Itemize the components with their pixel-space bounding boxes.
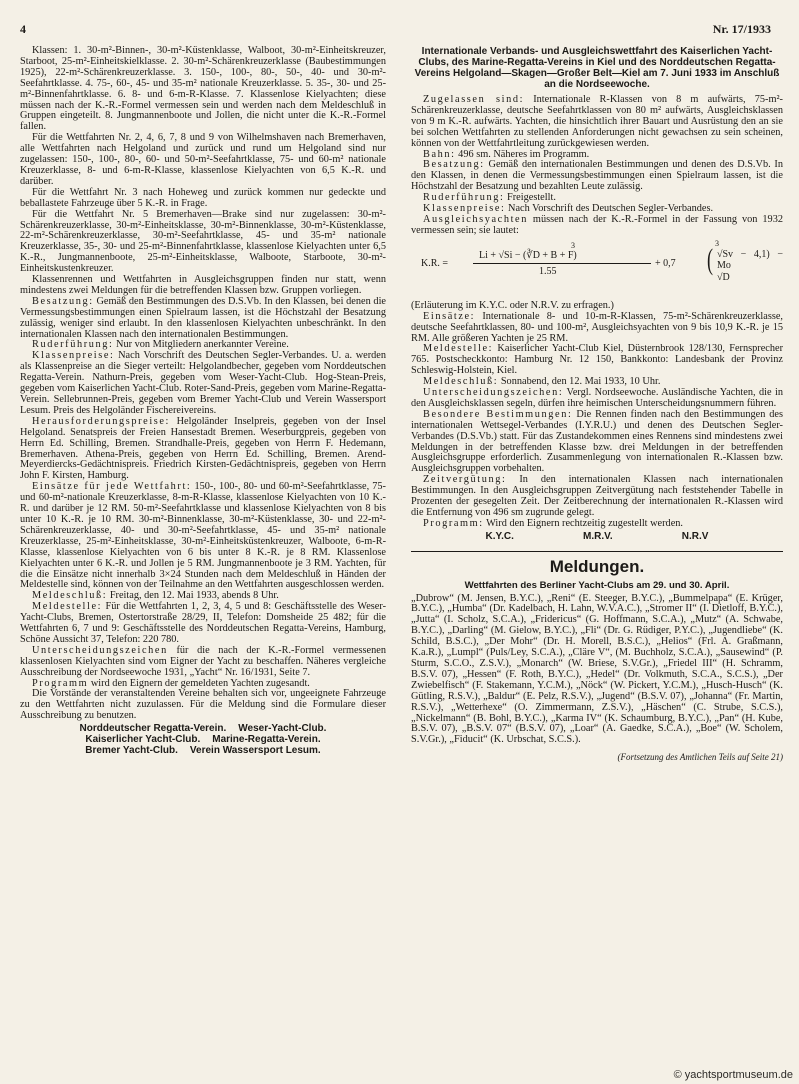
page-number: 4 (20, 22, 26, 36)
paragraph: Klassenpreise: Nach Vorschrift des Deutschen Segler-Verbandes. (423, 203, 714, 215)
paragraph: Klassenpreise: Nach Vorschrift des Deutschen Segler-Verbandes. U. a. werden als Klassenpreise an die Sieger verteilt: Helgolandbecher, gegeben vom Norddeutschen Regatta-Verein. Nathurn-Preis, gegeben vom Weser-Yacht-Club. Hog-Stean-Preis, gegeben vom Kaiserlichen Yacht-Club. Roter-Sand-Preis, gegeben vom Marine-Regatta-Verein. Sellebrunnen-Preis, gegeben vom Bremer Yacht-Club und Verein Wassersport Lesum. Preis des Helgoländer Fischereivereins. (20, 350, 386, 416)
paragraph: (Erläuterung im K.Y.C. oder N.R.V. zu erfragen.) (411, 299, 614, 311)
meldungen-title: Meldungen. (549, 556, 645, 576)
paragraph: Ruderführung: Nur von Mitgliedern anerkannter Vereine. (32, 339, 289, 351)
brace-glyph: ( (707, 242, 713, 276)
paragraph: Ausgleichsyachten müssen nach der K.-R.-Formel in der Fassung von 1932 vermessen sein; sie lautet: (411, 213, 783, 236)
section-title: Internationale Verbands- und Ausgleichswettfahrt des Kaiserlichen Yacht-Clubs, des Marine-Regatta-Vereins in Kiel und des Norddeutschen Regatta-Vereins Helgoland—Skagen—Großer Belt—Kiel am 7. Juni 1933 im Anschluß an die Nordseewoche. (414, 46, 780, 90)
paragraph: Besatzung: Gemäß den Bestimmungen des D.S.Vb. In den Klassen, bei denen die Vermessungsbestimmungen einen Spielraum lassen, ist die Höchstzahl der Besatzung zulässig, weniger sind erlaubt. In den klassenlosen Kielyachten unbeschränkt. In den internationalen Klassen nach den internationalen Bestimmungen. (20, 295, 386, 340)
fraction-bar (473, 263, 651, 264)
paragraph: Klassenrennen und Wettfahrten in Ausgleichsgruppen finden nur statt, wenn mindestens zwei Meldungen für die betreffenden Klassen bzw. Gruppen vorliegen. (20, 274, 386, 296)
right-column (411, 46, 783, 763)
watermark: © yachtsportmuseum.de (673, 1069, 793, 1081)
paragraph: Für die Wettfahrt Nr. 3 nach Hoheweg und zurück kommen nur gedeckte und beballastete Fahrzeuge über 5 K.-R. in Frage. (20, 186, 386, 209)
paragraph: Meldeschluß: Freitag, den 12. Mai 1933, abends 8 Uhr. (32, 590, 279, 602)
paragraph: Besatzung: Gemäß den internationalen Bestimmungen und denen des D.S.Vb. In den Klassen, in denen die Vermessungsbestimmungen einen Spielraum lassen, ist die Höchstzahl der Besatzung und bezahlten Leute zulässig. (411, 159, 783, 193)
paragraph: Für die Wettfahrt Nr. 5 Bremerhaven—Brake sind nur zugelassen: 30-m²-Schärenkreuzerklasse, 30-m²-Einheitsklasse, 30-m²-Binnenklasse, 30-m²-Küstenklasse, 22-m²-Schärenkreuzerklasse, 30-m²-Seefahrtklasse, 45- und 35-m² nationale Kreuzerklasse, 35-, 30- und 25-m²-Binnenfahrtklasse, klassenlose Kielyachten unter 6,5 K.-R., Jungmannenboote, 25-m²-Einheitsklasse, Walboote, Starboote, 30-m²-Einheitskustenkreuzer. (20, 208, 386, 275)
paragraph: Für die Wettfahrten Nr. 2, 4, 6, 7, 8 und 9 von Wilhelmshaven nach Bremerhaven, alle Wettfahrten nach Helgoland und zurück und rund um Helgoland sind nur zugelassen: 150-, 100-, 80-, 60- und 50-m²-Seefahrtklasse, 75- und 60-m² nationale Kreuzerklasse, 8- und 6-m-R-Klasse, klassenlose Kielyachten von 6,5 K.-R. und darüber. (20, 132, 386, 187)
paragraph: Unterscheidungszeichen für die nach der K.-R.-Formel vermessenen klassenlosen Kielyachten sind vom Eigner der Yacht zu beschaffen. Näheres vergleiche Ausschreibung der Nordseewoche 1931, „Yacht“ Nr. 16/1931, Seite 7. (20, 644, 386, 678)
paragraph: Meldeschluß: Sonnabend, den 12. Mai 1933, 10 Uhr. (423, 376, 661, 388)
paragraph: Bahn: 496 sm. Näheres im Programm. (423, 148, 590, 160)
paragraph: Einsätze für jede Wettfahrt: 150-, 100-, 80- und 60-m²-Seefahrtklasse, 75- und 60-m²-nationale Kreuzerklasse, 8-m-R-Klasse, klassenlose Kielyachten von 10 K.-R. und darüber je 12 RM. 50-m²-Seefahrtklasse und klassenlose Kielyachten von 8 bis unter 10 K.-R. je 10 RM. 30-m²-Binnenklasse, 30-m²-Küstenklasse, 30- und 22-m²-Schärenkreuzerklasse, 40- und 30-m²-Seefahrtklasse, 45- und 35-m² nationale Kreuzerklasse, 25-m²-Einheitsklasse, 30-m²-Einheitsküstenkreuzer, Walboote, 6-m-R-Klasse, klassenlose Kielyachten von 6 bis unter 8 K.-R. je 8 RM. Klassenlose Kielyachten unter 6 K.-R. und Jollen je 5 RM. Jungmannenboote je 3 RM. Yachten, für die die Einsätze nicht innerhalb 3×24 Stunden nach dem Meldeschluß in Händen der Meldestelle sind, können von der Teilnahme an den Wettfahrten ausgeschlossen werden. (20, 481, 386, 591)
organizer-signatures: Norddeutscher Regatta-Verein. Weser-Yacht-Club. Kaiserlicher Yacht-Club. Marine-Regatta-Verein. Bremer Yacht-Club. Verein Wassersport Lesum. (79, 723, 327, 757)
paragraph: Ruderführung: Freigestellt. (423, 192, 556, 204)
paragraph: Zugelassen sind: Internationale R-Klassen von 8 m aufwärts, 75-m²-Schärenkreuzerklasse, deutsche Seefahrtklassen von 80 m² aufwärts, Ausgleichsklassen von 9 m K.-R. aufwärts. Yachten, die hinsichtlich ihrer Bauart und Ausrüstung den an sie bei solchen Wettfahrten zu stellenden Anforderungen nicht gewachsen zu sein scheinen, können von der Wettfahrtleitung zurückgewiesen werden. (411, 94, 783, 149)
divider (411, 551, 783, 552)
meldungen-subtitle: Wettfahrten des Berliner Yacht-Clubs am 29. und 30. April. (464, 579, 730, 591)
paragraph: „Dubrow“ (M. Jensen, B.Y.C.), „Reni“ (E. Steeger, B.Y.C.), „Bummelpapa“ (E. Krüger, B.Y.C.), „Humba“ (Dr. Kadelbach, H. Lahn, W.V.A.C.), „Stromer II“ (I. Dietloff, B.Y.C.), „Jutta“ (I. Scholz, S.C.A.), „Fridericus“ (G. Hoffmann, S.C.A.), „Mutz“ (A. Schwabe, B.Y.C.), „Darling“ (M. Gielow, B.Y.C.), „Fli“ (Dr. G. Rüdiger, P.Y.C.), „Jugendliebe“ (K. Schild, B.S.C.), „Der Mohr“ (Dr. H. Morell, B.S.C.), „Helios“ (Frl. A. Graßmann, K.a.R.), „Lumpl“ (Puls/Ley, S.C.A.), „Cläre V“, (M. Buchholz, S.C.A.), „Sausewind“ (P. Sturm, S.C.O., Z.S.V.), „Monarch“ (W. Briese, S.V.Gr.), „Friedel III“ (H. Schramm, B.S.V. 07), „Hessen“ (F. Roth, B.Y.C.), „Hedel“ (Dr. Volkmuth, S.C.A., S.C.S.), „Der Zwiebelfisch“ (F. Stakemann, Y.C.M.), „Nöck“ (W. Pickert, Y.C.M.), „Husch-Husch“ (K. Gütling, R.S.V.), „Baldur“ (E. Pelz, R.S.V.), „Jugend“ (B.S.V. 07), „Johanna“ (Fr. Martin, R.S.V.), „Wetterhexe“ (O. Zimmermann, Z.S.V.), „Häschen“ (C. Strube, S.C.S.), „Nickelmann“ (B. Bohl, B.Y.C.), „Karma IV“ (K. Schaumburg, B.Y.C.), „Pan“ (H. Kube, B.S.V. 07), „B.S.V. 07“ (B.S.V. 07), „Loar“ (A. Gaedke, S.C.A.), „Boe“ (W. Scholem, S.V.Gr.), „Fiducit“ (K. Urbschat, S.C.S.). (411, 592, 783, 746)
paragraph: Meldestelle: Kaiserlicher Yacht-Club Kiel, Düsternbrook 128/130, Fernsprecher 765. Postscheckkonto: Hamburg Nr. 12 150, Bankkonto: Landesbank der Provinz Schleswig-Holstein, Kiel. (411, 343, 783, 377)
kr-formula: K.R. = 3 Li + √Si − (∛D + B + F) 1.55 + 0,7 ( 3 √Sv − 4,1) − Mo √D (421, 238, 783, 283)
left-column (20, 46, 386, 756)
paragraph: Klassen: 1. 30-m²-Binnen-, 30-m²-Küstenklasse, Walboot, 30-m²-Einheitskreuzer, Starboot, 25-m²-Einheitskielklasse. 2. 30-m²-Schärenkreuzerklasse (Baubestimmungen 1925), 22-m²-Schärenkreuzerklasse. 3. 150-, 100-, 80-, 50-, 40- und 30-m²-Seefahrtklasse. 4. 75-, 60-, 45- und 35-m² nationale Kreuzerklasse. 5. 35-, 30- und 25-m²-Binnenfahrtklasse. 6. 8- und 6-m-R-Klasse. 7. Klassenlose Kielyachten; diese müssen nach der K.-R.-Formel vermessen sein und werden nach dem Meldeschluß in Gruppen eingeteilt. 8. Jungmannenboote und Jollen, die nicht unter die K.-R.-Formel fallen. (20, 45, 386, 133)
paragraph: Besondere Bestimmungen: Die Rennen finden nach den Bestimmungen des internationalen Wettsegel-Verbandes (I.Y.R.U.) und denen des Deutschen Segler-Verbandes (D.S.Vb.) statt. Für das Zustandekommen eines Rennens sind mindestens zwei Meldungen in der betreffenden Klasse bzw. drei Meldungen in der betreffenden Ausgleichsgruppe erforderlich. Zusammenlegung von internationalen R.-Klassen bzw. Ausgleichsgruppen vorbehalten. (411, 408, 784, 475)
continuation-note: (Fortsetzung des Amtlichen Teils auf Seite 21) (617, 752, 783, 763)
issue-number: Nr. 17/1933 (712, 22, 771, 36)
paragraph: Unterscheidungszeichen: Vergl. Nordseewoche. Ausländische Yachten, die in den Ausgleichsklassen segeln, dürfen ihre heimischen Unterscheidungsnummern führen. (411, 387, 783, 409)
paragraph: Zeitvergütung: In den internationalen Klassen nach internationalen Bestimmungen. In den Ausgleichsgruppen Zeitvergütung nach feststehender Tabelle in Prozenten der gesegelten Zeit. Der Zeitberechnung der internationalen R.-Klassen wird die Entfernung von 496 sm zugrunde gelegt. (411, 474, 783, 518)
paragraph: Die Vorstände der veranstaltenden Vereine behalten sich vor, ungeeignete Fahrzeuge zu den Wettfahrten nicht zuzulassen. Für die Meldung sind die Formulare dieser Ausschreibung zu benutzen. (20, 688, 386, 722)
club-signatures: K.Y.C. M.R.V. N.R.V (485, 530, 709, 542)
page-header (20, 22, 779, 38)
paragraph: Herausforderungspreise: Helgoländer Inselpreis, gegeben von der Insel Helgoland. Senatspreis der Freien Hansestadt Bremen. Weserburgpreis, gegeben von Herrn Ed. Schilling, Bremen. Strandhalle-Preis, gegeben von Herrn F. Hedemann, Bremerhaven. Athena-Preis, gegeben von Herrn Ed. Schilling, Bremen. Arend-Meyerdiercks-Gedächtnispreis. Friedrich Kirsten-Gedächtnispreis, gegeben von Herrn John F. Kirsten, Hamburg. (20, 415, 386, 482)
paragraph: Programm wird den Eignern der gemeldeten Yachten zugesandt. (32, 677, 310, 689)
paragraph: Einsätze: Internationale 8- und 10-m-R-Klassen, 75-m²-Schärenkreuzerklasse, deutsche Seefahrtklassen, 80- und 100-m², Ausgleichsyachten von 9 bis 10,9 K.-R. je 15 RM. Alle größeren Yachten je 25 RM. (411, 310, 783, 344)
paragraph: Meldestelle: Für die Wettfahrten 1, 2, 3, 4, 5 und 8: Geschäftsstelle des Weser-Yacht-Clubs, Bremen, Ostertorstraße 28/29, II, Telefon: Domsheide 25 482; für die Wettfahrten 6, 7 und 9: Geschäftsstelle des Norddeutschen Regatta-Vereins, Hamburg, Schöne Aussicht 37, Telefon: 220 780. (20, 601, 386, 645)
paragraph: Programm: Wird den Eignern rechtzeitig zugestellt werden. (423, 517, 683, 529)
